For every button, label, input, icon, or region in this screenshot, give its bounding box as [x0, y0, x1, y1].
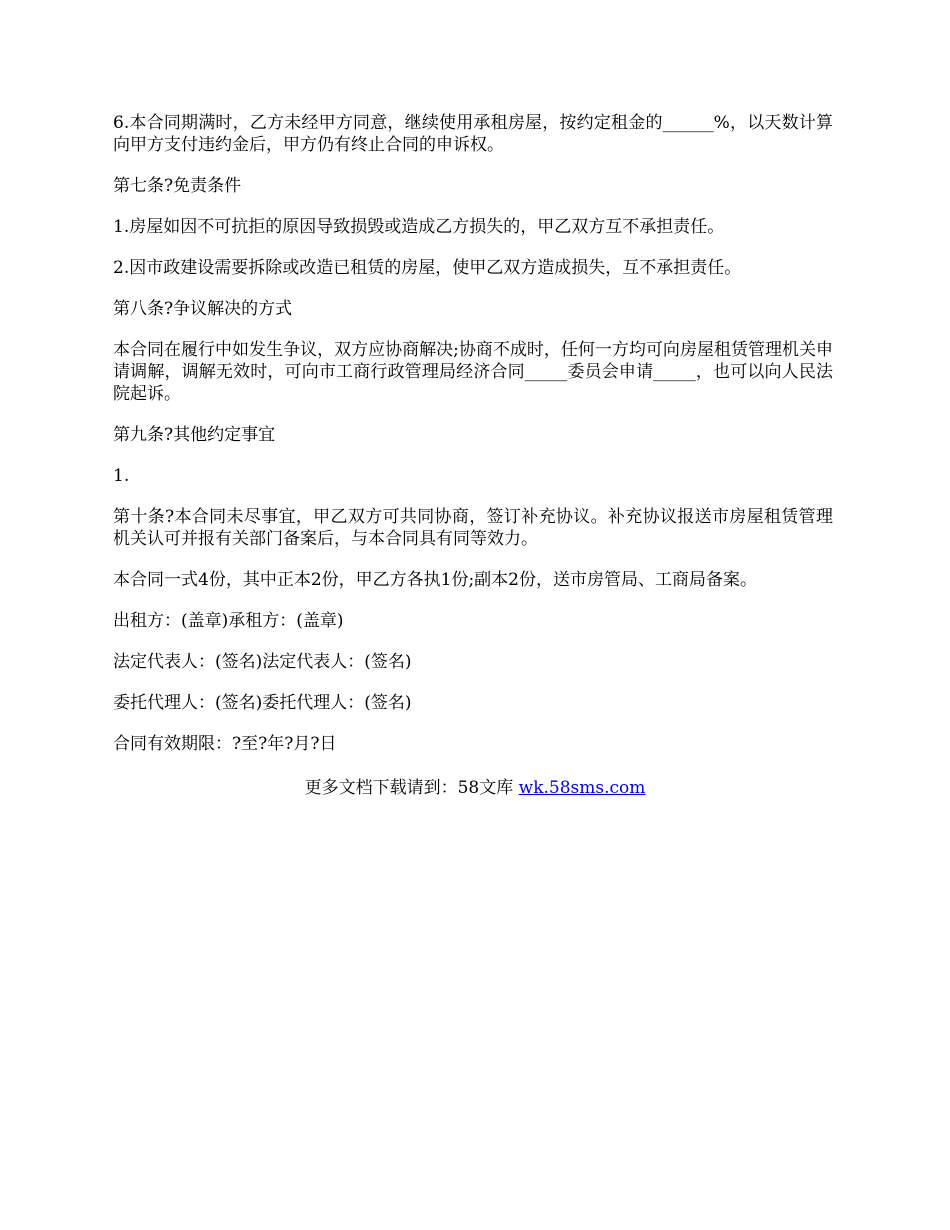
copies-statement: 本合同一式4份，其中正本2份，甲乙方各执1份;副本2份，送市房管局、工商局备案。 — [113, 570, 757, 590]
article-9-heading: 第九条?其他约定事宜 — [113, 425, 276, 445]
authorized-agent-line: 委托代理人：(签名)委托代理人：(签名) — [113, 693, 412, 713]
validity-period-line: 合同有效期限：?至?年?月?日 — [113, 734, 337, 754]
dispute-resolution-text: 本合同在履行中如发生争议，双方应协商解决;协商不成时，任何一方均可向房屋租赁管理机关申请调解，调解无效时，可向市工商行政管理局经济合同_____委员会申请_____，也可以向人民法院起诉。 — [113, 340, 833, 404]
footer-text: 更多文档下载请到：58文库 — [304, 778, 519, 798]
article-10-text: 第十条?本合同未尽事宜，甲乙双方可共同协商，签订补充协议。补充协议报送市房屋租赁管理机关认可并报有关部门备案后，与本合同具有同等效力。 — [113, 507, 833, 549]
article-7-heading: 第七条?免责条件 — [113, 176, 242, 196]
lessor-lessee-seal-line: 出租方：(盖章)承租方：(盖章) — [113, 611, 344, 631]
footer-link[interactable]: wk.58sms.com — [518, 778, 646, 798]
exemption-item-2: 2.因市政建设需要拆除或改造已租赁的房屋，使甲乙双方造成损失，互不承担责任。 — [113, 258, 742, 278]
legal-representative-line: 法定代表人：(签名)法定代表人：(签名) — [113, 652, 412, 672]
clause-6-penalty: 6.本合同期满时，乙方未经甲方同意，继续使用承租房屋，按约定租金的______%，以天数计算向甲方支付违约金后，甲方仍有终止合同的申诉权。 — [113, 113, 833, 155]
article-8-heading: 第八条?争议解决的方式 — [113, 299, 293, 319]
download-footer — [0, 777, 950, 799]
document-body — [113, 112, 833, 774]
other-matters-item-1: 1. — [113, 466, 130, 486]
exemption-item-1: 1.房屋如因不可抗拒的原因导致损毁或造成乙方损失的，甲乙双方互不承担责任。 — [113, 217, 725, 237]
